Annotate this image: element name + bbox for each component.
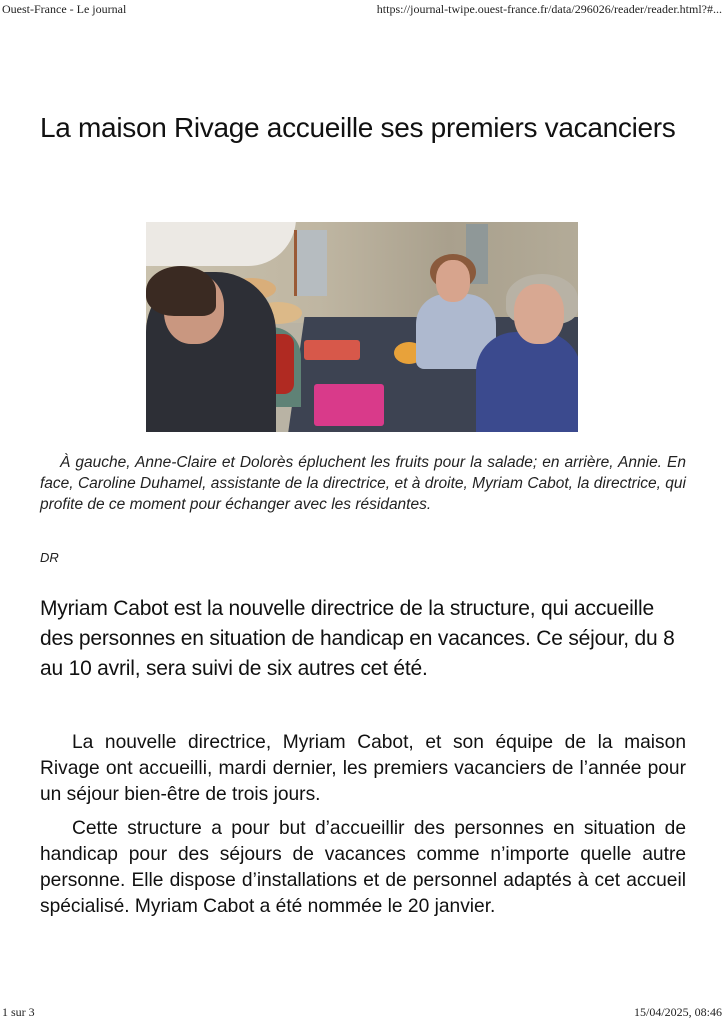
page-url: https://journal-twipe.ouest-france.fr/data/296026/reader/reader.html?#...: [376, 2, 722, 16]
photo-tray-pink: [314, 384, 384, 426]
photo-caption: À gauche, Anne-Claire et Dolorès épluchent les fruits pour la salade; en arrière, Annie. En face, Caroline Duhamel, assistante de la directrice, et à droite, Myriam Cabot, la directrice, qui profite de ce moment pour échanger avec les résidantes.: [40, 454, 686, 513]
print-header: [0, 2, 724, 17]
article-headline: La maison Rivage accueille ses premiers vacanciers: [40, 112, 676, 143]
photo-credit: DR: [40, 550, 59, 565]
print-datetime: 15/04/2025, 08:46: [633, 1005, 722, 1019]
photo-person-right: [476, 332, 578, 432]
article-lead: Myriam Cabot est la nouvelle directrice de la structure, qui accueille des personnes en situation de handicap en vacances. Ce séjour, du 8 au 10 avril, sera suivi de six autres cet été.: [40, 597, 675, 680]
photo-tray-red: [304, 340, 360, 360]
article-photo: [146, 222, 578, 432]
page-title: Ouest-France - Le journal: [2, 2, 127, 16]
page-number: 1 sur 3: [2, 1005, 35, 1019]
print-footer: [0, 1005, 724, 1020]
article-paragraph: Cette structure a pour but d’accueillir des personnes en situation de handicap pour des séjours de vacances comme n’importe quelle autre personne. Elle dispose d’installations et de personnel adaptés à cet accueil spécialisé. Myriam Cabot a été nommée le 20 janvier.: [40, 818, 686, 917]
photo-face: [436, 260, 470, 302]
photo-hair: [146, 266, 216, 316]
photo-face: [514, 284, 564, 344]
article-paragraph: La nouvelle directrice, Myriam Cabot, et son équipe de la maison Rivage ont accueilli, mardi dernier, les premiers vacanciers de l’année pour un séjour bien-être de trois jours.: [40, 732, 686, 805]
photo-door: [294, 230, 327, 296]
